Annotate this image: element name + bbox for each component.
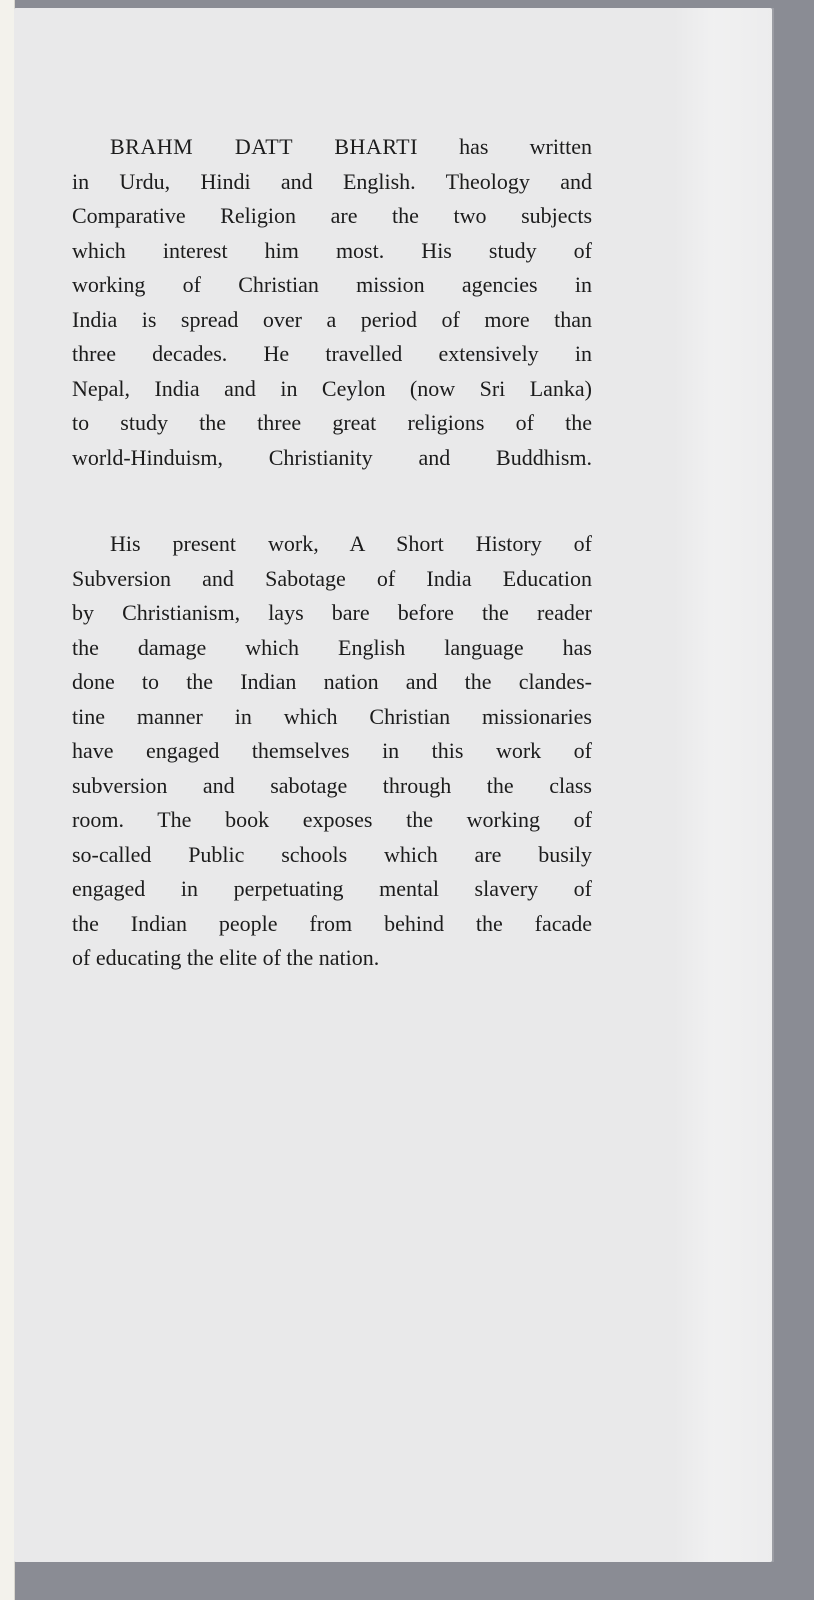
text-line: working of Christian mission agencies in	[72, 272, 592, 297]
book-description-paragraph	[72, 527, 592, 976]
fold-crease	[674, 8, 774, 1562]
text-line: engaged in perpetuating mental slavery of	[72, 876, 592, 901]
text-line: in Urdu, Hindi and English. Theology and	[72, 168, 592, 194]
text-line: done to the Indian nation and the clandes-	[72, 669, 592, 694]
text-line: the Indian people from behind the facade	[72, 910, 592, 936]
text-line: of educating the elite of the nation.	[72, 945, 380, 970]
text-line: His present work, A Short History of	[110, 531, 592, 556]
text-line: Comparative Religion are the two subjects	[72, 203, 592, 228]
text-line: world-Hinduism, Christianity and Buddhism.	[72, 444, 592, 470]
text-line: Nepal, India and in Ceylon (now Sri Lanka)	[72, 375, 592, 401]
text-line: have engaged themselves in this work of	[72, 738, 592, 763]
text-line: the damage which English language has	[72, 634, 592, 660]
text-line: Subversion and Sabotage of India Education	[72, 565, 592, 591]
text-line: BRAHM DATT BHARTI has written	[110, 134, 592, 159]
text-line: so-called Public schools which are busily	[72, 841, 592, 867]
text-line: by Christianism, lays bare before the reader	[72, 600, 592, 625]
text-line: subversion and sabotage through the class	[72, 772, 592, 798]
text-line: India is spread over a period of more than	[72, 306, 592, 332]
text-line: tine manner in which Christian missionaries	[72, 703, 592, 729]
text-line: to study the three great religions of the	[72, 410, 592, 435]
text-line: which interest him most. His study of	[72, 237, 592, 263]
text-line: room. The book exposes the working of	[72, 807, 592, 832]
author-name: BRAHM DATT BHARTI	[110, 134, 418, 159]
text-line: three decades. He travelled extensively in	[72, 341, 592, 366]
author-bio-paragraph	[72, 130, 592, 475]
page-edge	[0, 0, 15, 1600]
